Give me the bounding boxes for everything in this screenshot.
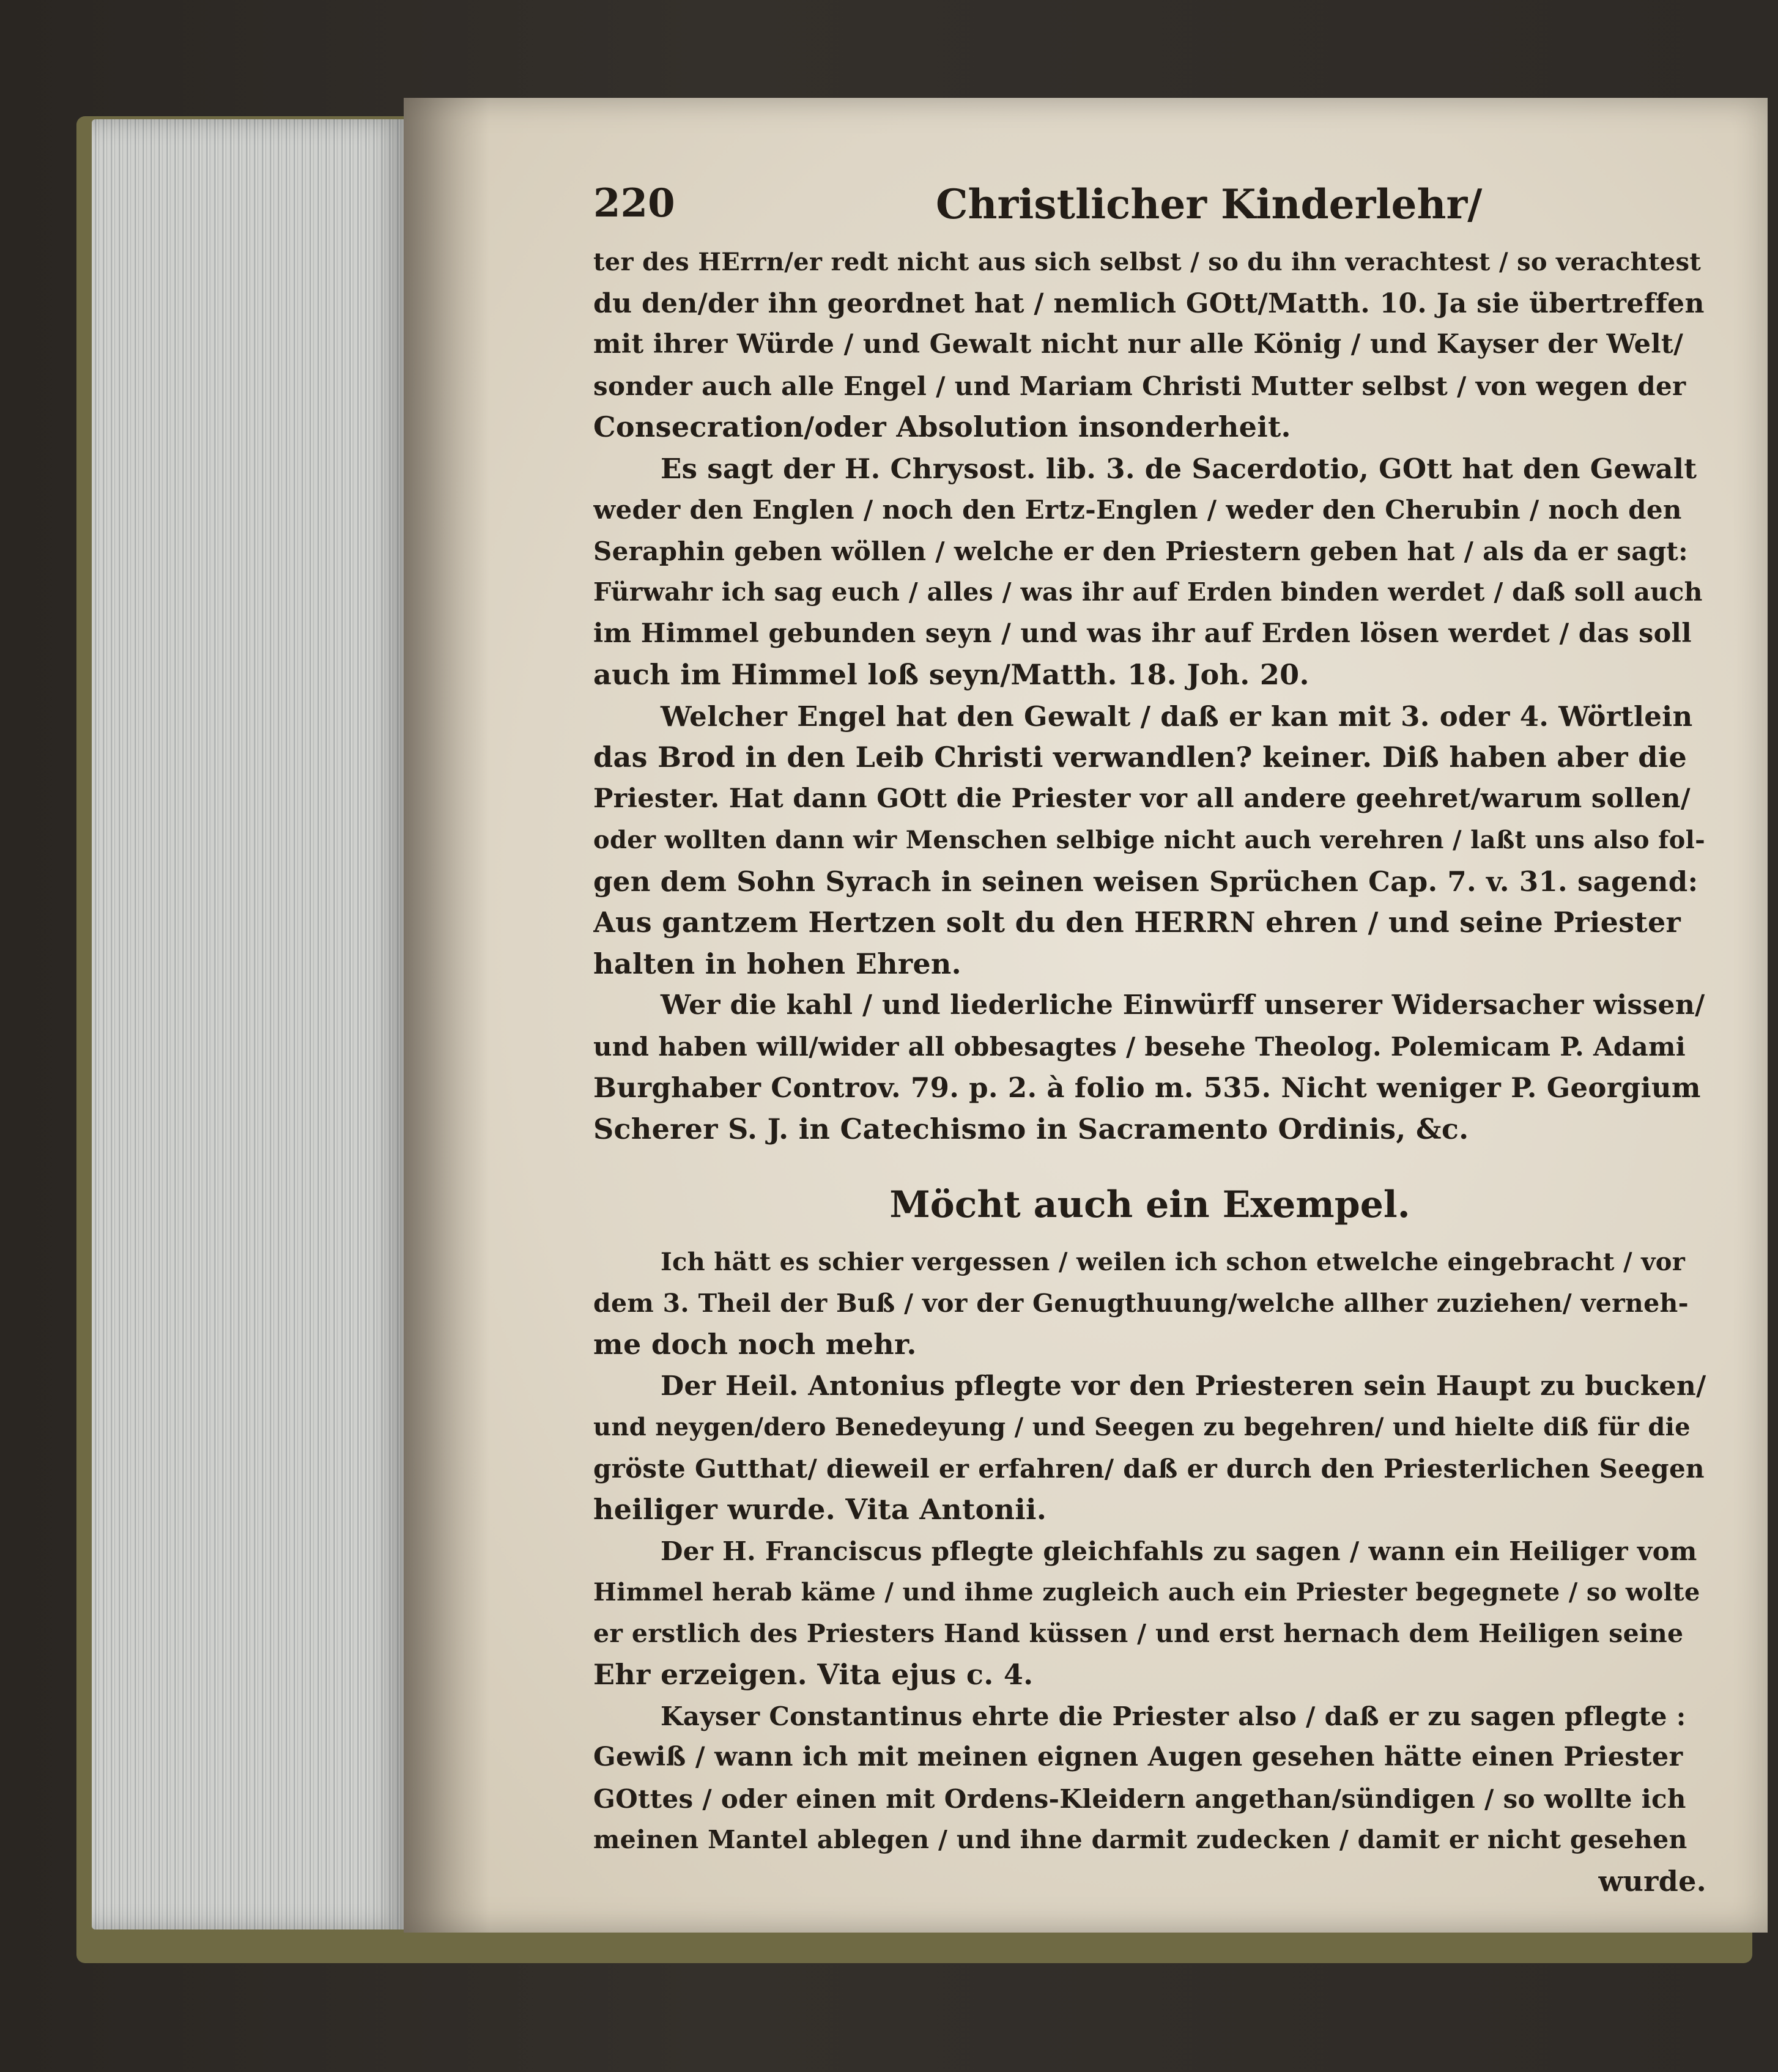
page-edges: [92, 119, 410, 1930]
text-line: weder den Englen / noch den Ertz-Englen / weder den Cherubin / noch den: [593, 495, 1682, 525]
paragraph: [593, 985, 1706, 1150]
text-line: Ich hätt es schier vergessen / weilen ich schon etwelche eingebracht / vor: [661, 1248, 1686, 1276]
text-line: im Himmel gebunden seyn / und was ihr auf Erden lösen werdet / das soll: [593, 618, 1692, 649]
text-line: heiliger wurde. Vita Antonii.: [593, 1493, 1047, 1526]
text-line: sonder auch alle Engel / und Mariam Christi Mutter selbst / von wegen der: [593, 371, 1686, 401]
text-line: Es sagt der H. Chrysost. lib. 3. de Sacerdotio, GOtt hat den Gewalt: [661, 452, 1697, 485]
paragraph: [593, 1366, 1706, 1531]
text-line: oder wollten dann wir Menschen selbige nicht auch verehren / laßt uns also fol-: [593, 826, 1706, 854]
text-line: Kayser Constantinus ehrte die Priester also / daß er zu sagen pflegte :: [661, 1701, 1686, 1731]
running-title: Christlicher Kinderlehr/: [936, 180, 1483, 228]
text-line: Himmel herab käme / und ihme zugleich auch ein Priester begegnete / so wolte: [593, 1578, 1700, 1607]
text-line: dem 3. Theil der Buß / vor der Genugthuung/welche allher zuziehen/ verneh-: [593, 1288, 1689, 1318]
paragraph: [593, 1531, 1706, 1696]
text-block: [593, 174, 1706, 1902]
text-line: Welcher Engel hat den Gewalt / daß er kan mit 3. oder 4. Wörtlein: [661, 700, 1693, 733]
paragraph: [593, 448, 1706, 696]
text-line: Der Heil. Antonius pflegte vor den Priesteren sein Haupt zu bucken/: [661, 1370, 1706, 1402]
text-line: Ehr erzeigen. Vita ejus c. 4.: [593, 1658, 1034, 1691]
page-number: 220: [593, 180, 675, 226]
text-line: das Brod in den Leib Christi verwandlen? keiner. Diß haben aber die: [593, 741, 1687, 774]
text-line: GOttes / oder einen mit Ordens-Kleidern angethan/sündigen / so wollte ich: [593, 1783, 1686, 1814]
text-line: und haben will/wider all obbesagtes / besehe Theolog. Polemicam P. Adami: [593, 1031, 1686, 1062]
paragraph: [593, 1696, 1706, 1861]
text-line: Wer die kahl / und liederliche Einwürff unserer Widersacher wissen/: [661, 990, 1705, 1021]
text-line: ter des HErrn/er redt nicht aus sich selbst / so du ihn verachtest / so verachtest: [593, 248, 1702, 276]
text-line: halten in hohen Ehren.: [593, 947, 961, 980]
text-line: Priester. Hat dann GOtt die Priester vor all andere geehret/warum sollen/: [593, 783, 1691, 814]
section-heading: Möcht auch ein Exempel.: [889, 1183, 1410, 1226]
text-line: meinen Mantel ablegen / und ihne darmit zudecken / damit er nicht gesehen: [593, 1825, 1687, 1854]
text-line: Burghaber Controv. 79. p. 2. à folio m. 535. Nicht weniger P. Georgium: [593, 1071, 1701, 1104]
text-line: Consecration/oder Absolution insonderheit.: [593, 410, 1291, 443]
text-line: me doch noch mehr.: [593, 1328, 917, 1361]
text-line: Aus gantzem Hertzen solt du den HERRN ehren / und seine Priester: [593, 906, 1681, 939]
text-line: gröste Gutthat/ dieweil er erfahren/ daß er durch den Priesterlichen Seegen: [593, 1453, 1705, 1484]
text-line: wurde.: [1598, 1864, 1706, 1898]
text-line: Fürwahr ich sag euch / alles / was ihr auf Erden binden werdet / daß soll auch: [593, 577, 1703, 607]
text-line: du den/der ihn geordnet hat / nemlich GOtt/Matth. 10. Ja sie übertreffen: [593, 287, 1705, 319]
text-line: er erstlich des Priesters Hand küssen / und erst hernach dem Heiligen seine: [593, 1618, 1684, 1648]
paragraph: [593, 242, 1706, 448]
paragraph: [593, 1241, 1706, 1366]
text-line: mit ihrer Würde / und Gewalt nicht nur alle König / und Kayser der Welt/: [593, 329, 1684, 360]
text-line: Scherer S. J. in Catechismo in Sacramento Ordinis, &c.: [593, 1112, 1469, 1145]
running-head: [593, 174, 1706, 242]
text-line: auch im Himmel loß seyn/Matth. 18. Joh. 20.: [593, 658, 1309, 691]
text-line: Der H. Franciscus pflegte gleichfahls zu sagen / wann ein Heiliger vom: [661, 1536, 1697, 1566]
text-line: Gewiß / wann ich mit meinen eignen Augen gesehen hätte einen Priester: [593, 1742, 1683, 1772]
text-line: und neygen/dero Benedeyung / und Seegen zu begehren/ und hielte diß für die: [593, 1413, 1691, 1441]
text-line: gen dem Sohn Syrach in seinen weisen Sprüchen Cap. 7. v. 31. sagend:: [593, 865, 1698, 898]
gutter-shadow: [404, 98, 489, 1933]
paragraph: [593, 696, 1706, 985]
text-line: Seraphin geben wöllen / welche er den Priestern geben hat / als da er sagt:: [593, 536, 1688, 566]
